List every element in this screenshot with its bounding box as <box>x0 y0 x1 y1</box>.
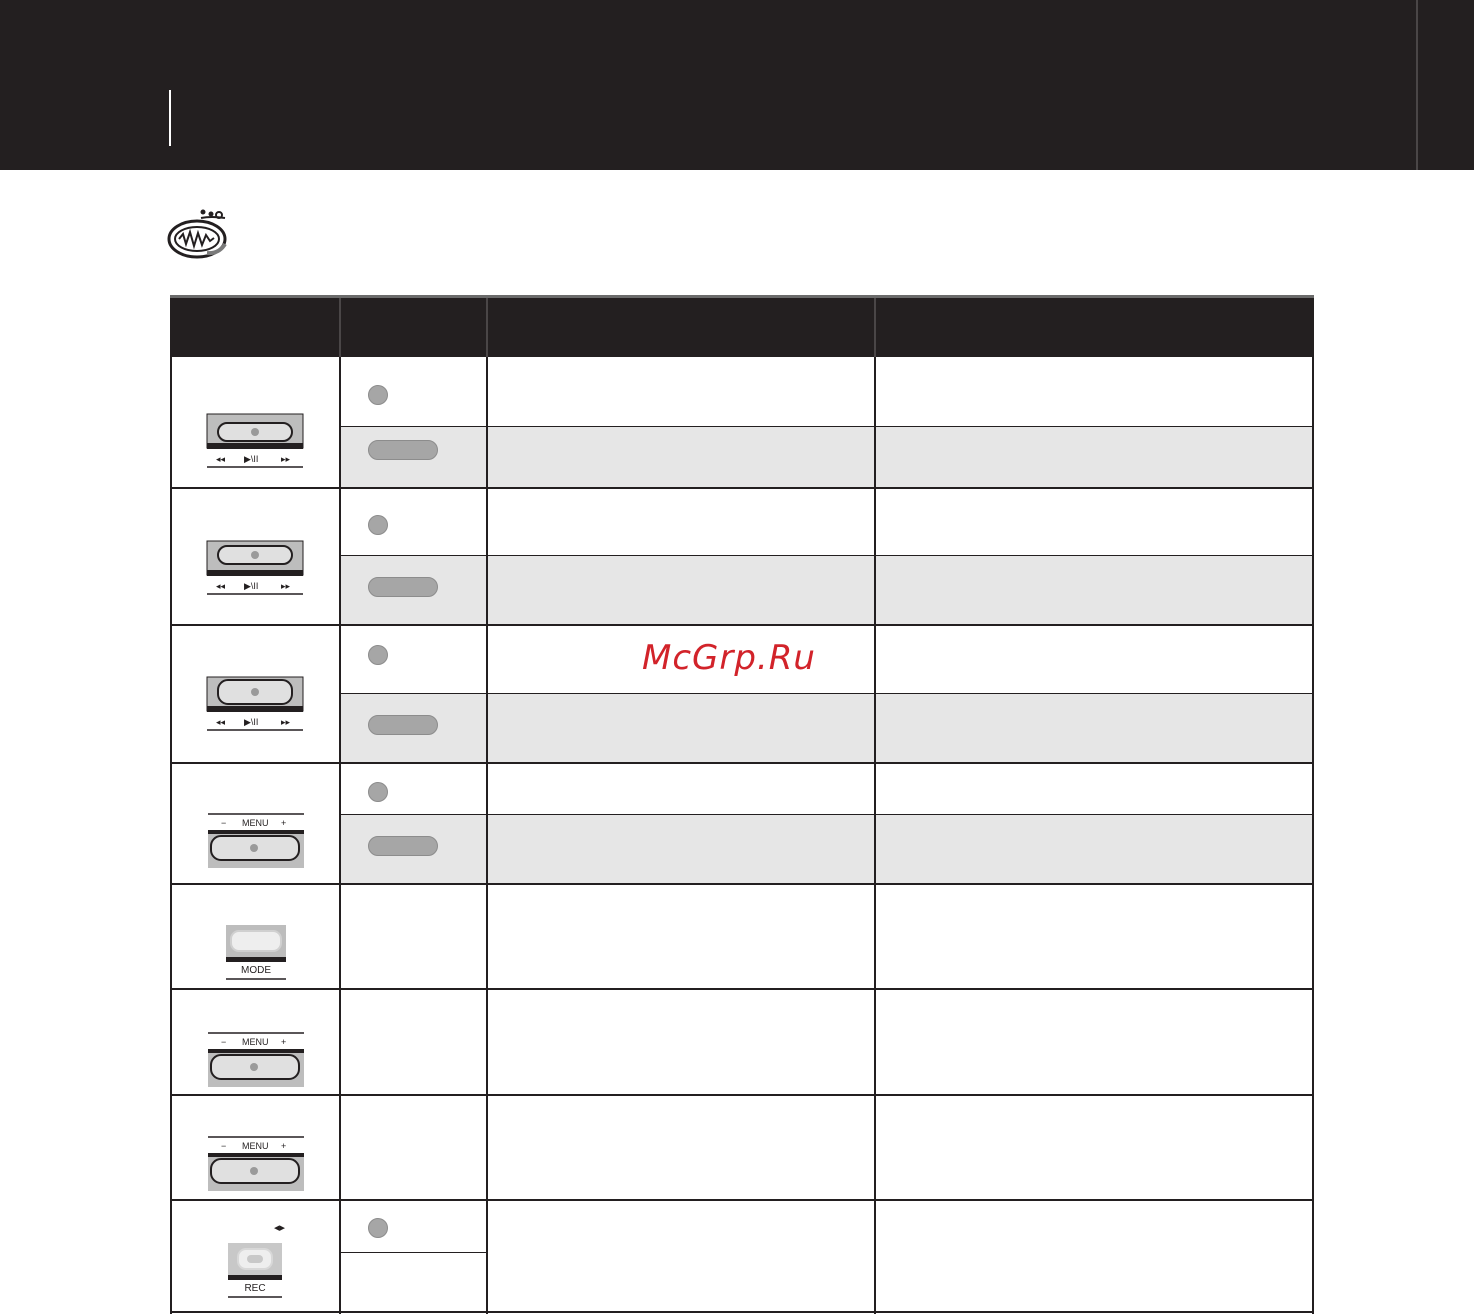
header-divider <box>874 298 876 360</box>
slide-arrows-icon: ◂▸ <box>274 1222 286 1234</box>
subrow-divider <box>341 426 1314 427</box>
long-press-icon <box>368 715 438 735</box>
minus-label: − <box>221 818 227 828</box>
header-band <box>0 0 1474 170</box>
plus-label: + <box>281 1141 287 1151</box>
column-divider <box>874 357 876 1314</box>
row-divider <box>170 988 1314 990</box>
watermark: McGrp.Ru <box>642 638 816 678</box>
row-divider <box>170 487 1314 489</box>
plus-label: + <box>281 1037 287 1047</box>
row-divider <box>170 1199 1314 1201</box>
play-pause-label: ▶\II <box>244 717 259 727</box>
long-press-icon <box>368 836 438 856</box>
short-press-icon <box>368 515 388 535</box>
play-pause-label: ▶\II <box>244 454 259 464</box>
header-divider <box>339 298 341 360</box>
row-divider <box>170 762 1314 764</box>
row-divider <box>170 1094 1314 1096</box>
transport-control-icon <box>206 540 304 596</box>
subrow-divider <box>341 814 1314 815</box>
menu-label: MENU <box>242 1037 269 1047</box>
mode-label: MODE <box>241 965 271 976</box>
table-border-left <box>170 357 172 1314</box>
rec-label: REC <box>244 1283 266 1294</box>
play-pause-label: ▶\II <box>244 581 259 591</box>
menu-label: MENU <box>242 1141 269 1151</box>
plus-label: + <box>281 818 287 828</box>
forward-label: ▸▸ <box>281 581 291 591</box>
subrow-divider <box>341 1252 487 1253</box>
rewind-label: ◂◂ <box>216 717 226 727</box>
transport-control-icon <box>206 676 304 732</box>
rewind-label: ◂◂ <box>216 454 226 464</box>
row-divider <box>170 883 1314 885</box>
long-press-icon <box>368 577 438 597</box>
table-border-bottom <box>170 1311 1314 1313</box>
long-press-icon <box>368 440 438 460</box>
row-divider <box>170 624 1314 626</box>
header-rule-right <box>1416 0 1418 170</box>
short-press-icon <box>368 1218 388 1238</box>
transport-control-icon <box>206 413 304 469</box>
menu-control-icon <box>207 812 305 868</box>
short-press-icon <box>368 645 388 665</box>
header-rule-left <box>169 90 171 146</box>
header-divider <box>486 298 488 360</box>
table-border-right <box>1312 357 1314 1314</box>
minus-label: − <box>221 1037 227 1047</box>
table-header <box>170 295 1314 357</box>
rewind-label: ◂◂ <box>216 581 226 591</box>
forward-label: ▸▸ <box>281 717 291 727</box>
minus-label: − <box>221 1141 227 1151</box>
forward-label: ▸▸ <box>281 454 291 464</box>
column-divider <box>486 357 488 1314</box>
function-table <box>170 295 1314 1314</box>
radio-icon <box>167 206 231 262</box>
menu-control-icon <box>207 1135 305 1191</box>
subrow-divider <box>341 693 1314 694</box>
column-divider <box>339 357 341 1314</box>
subrow-divider <box>341 555 1314 556</box>
short-press-icon <box>368 782 388 802</box>
menu-control-icon <box>207 1031 305 1087</box>
menu-label: MENU <box>242 818 269 828</box>
short-press-icon <box>368 385 388 405</box>
